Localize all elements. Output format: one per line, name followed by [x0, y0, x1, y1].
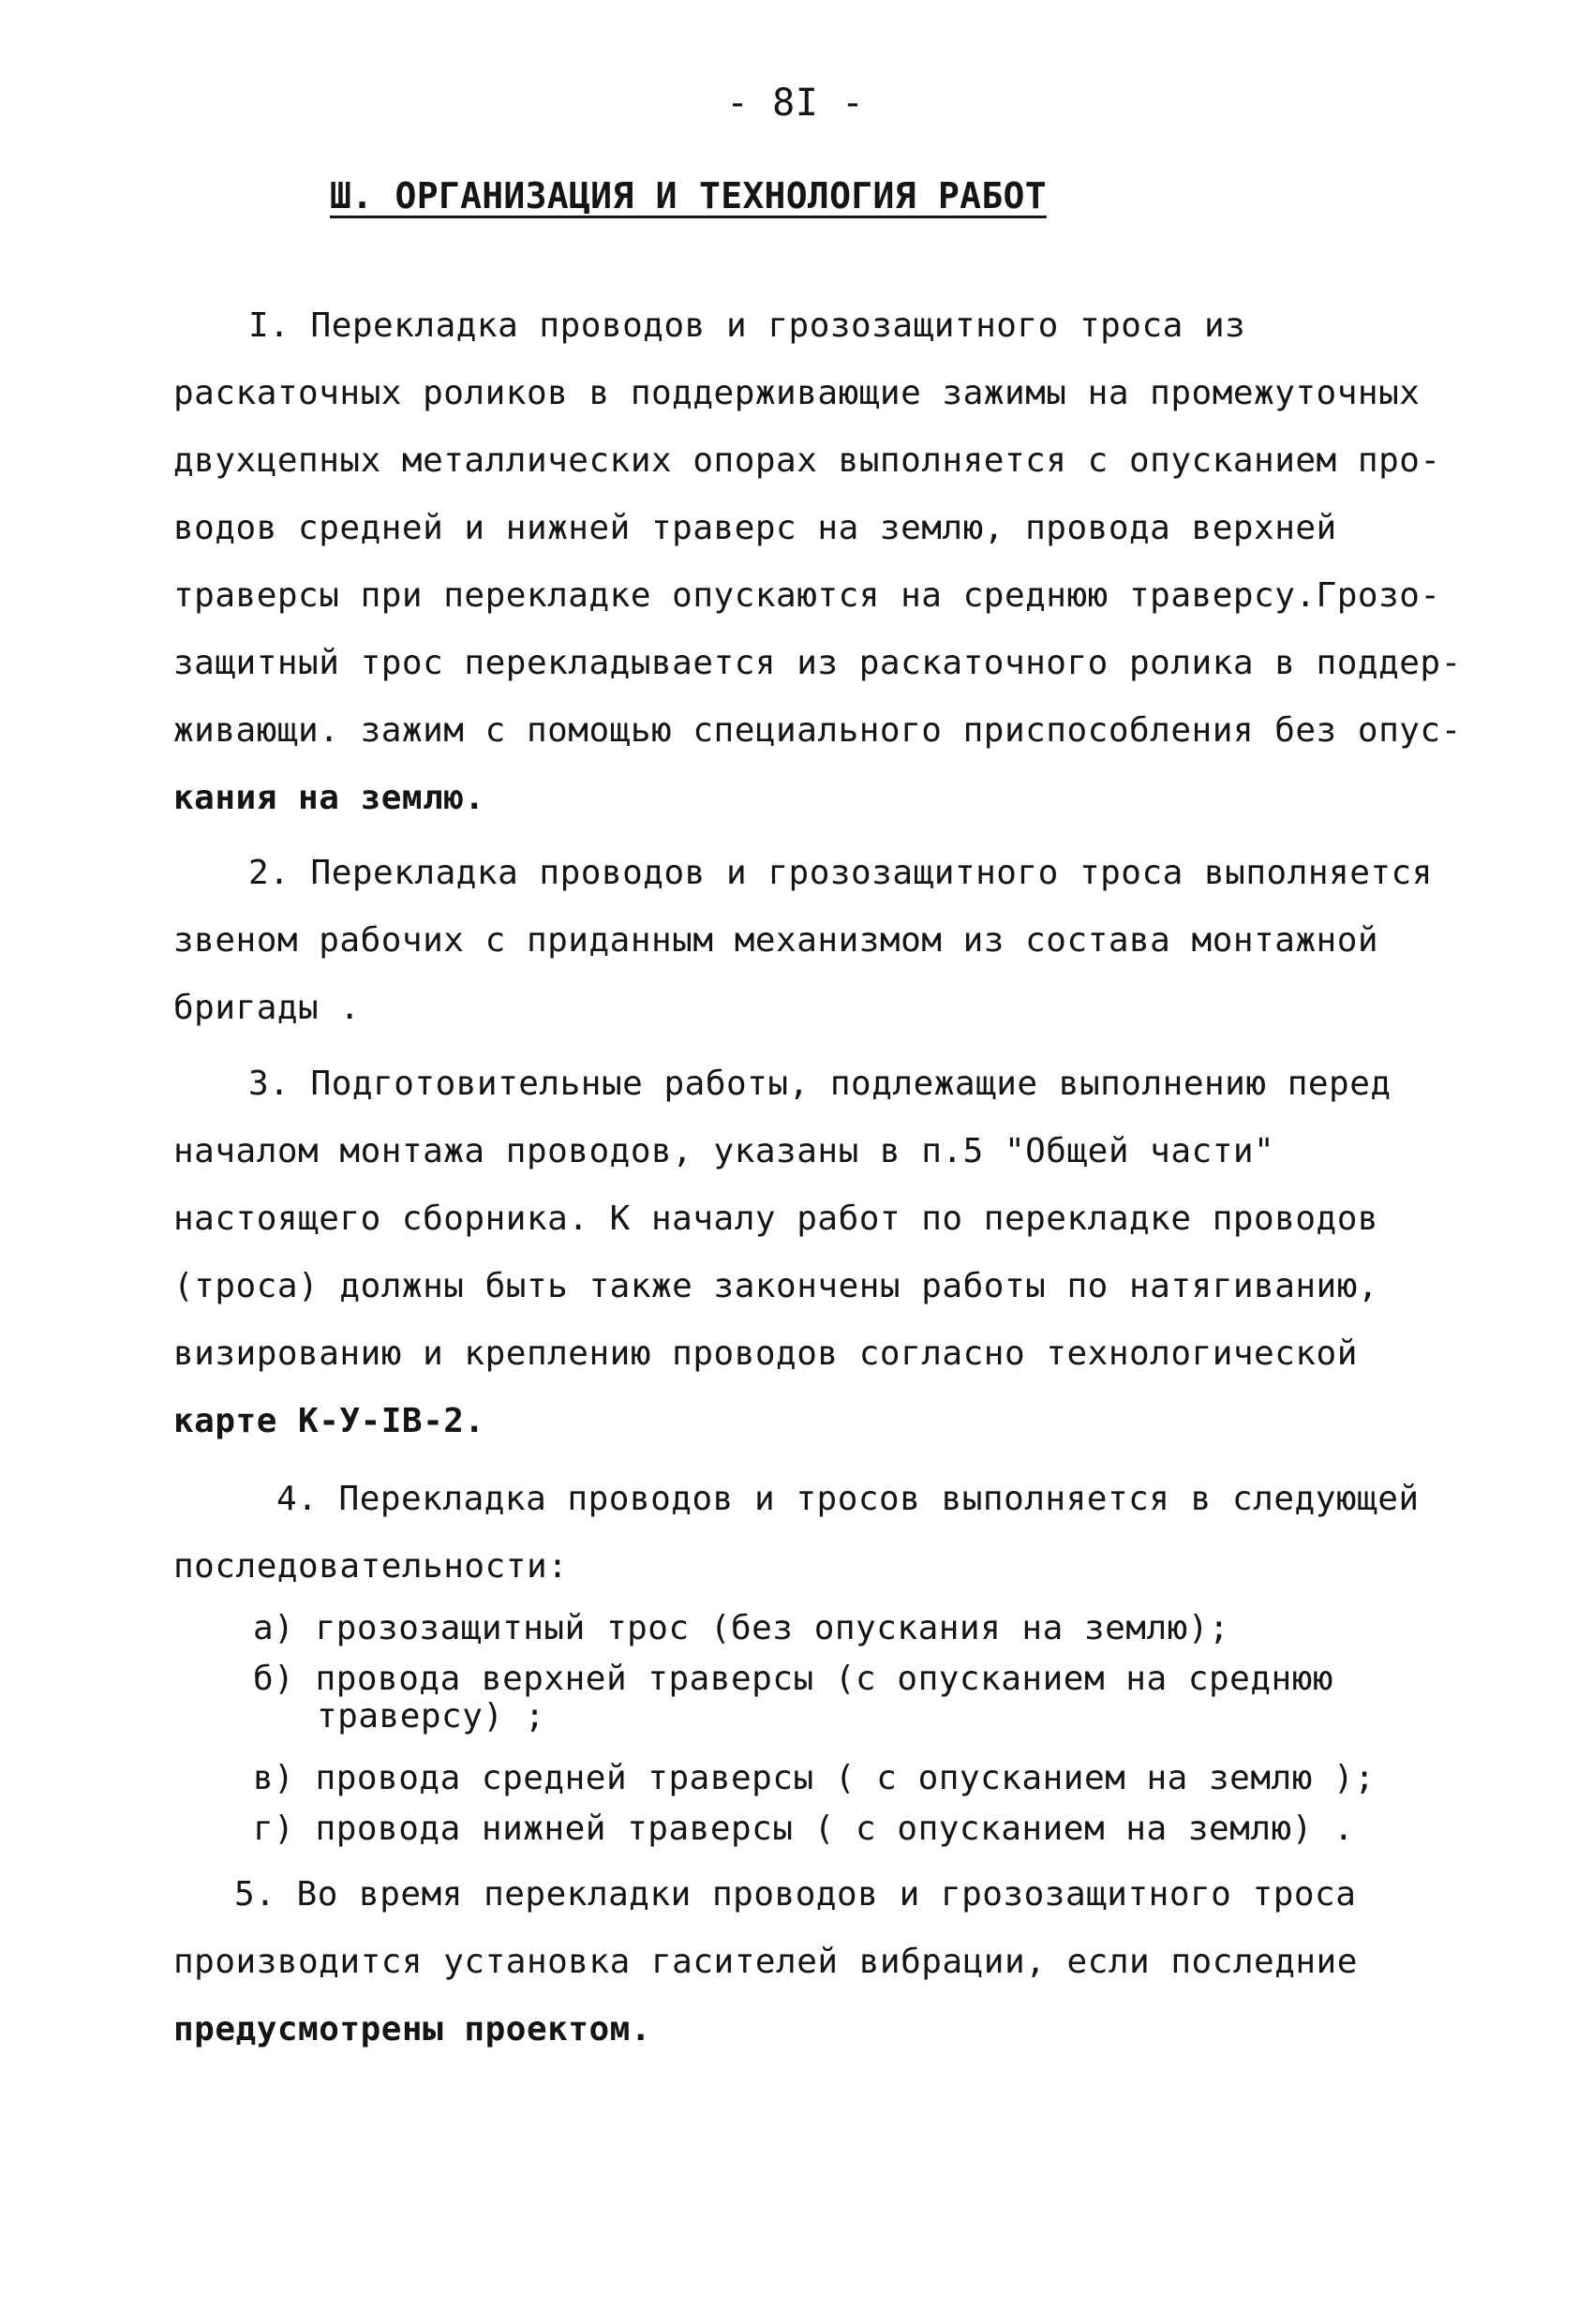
list-item-continuation: траверсу) ;: [317, 1697, 545, 1736]
paragraph-line: звеном рабочих с приданным механизмом из состава монтажной: [173, 921, 1379, 960]
paragraph-line: 5. Во время перекладки проводов и грозозащитного троса: [234, 1875, 1357, 1914]
paragraph-line: производится установка гасителей вибрации, если последние: [173, 1943, 1358, 1981]
paragraph-line: защитный трос перекладывается из раскаточного ролика в поддер-: [173, 644, 1462, 682]
section-title: Ш. ОРГАНИЗАЦИЯ И ТЕХНОЛОГИЯ РАБОТ: [330, 175, 1047, 216]
paragraph-line: живающи. зажим с помощью специального приспособления без опус-: [173, 711, 1462, 750]
paragraph-line: траверсы при перекладке опускаются на среднюю траверсу.Грозо-: [173, 576, 1441, 615]
list-item: в) провода средней траверсы ( с опусканием на землю );: [253, 1759, 1376, 1797]
paragraph-line: раскаточных роликов в поддерживающие зажимы на промежуточных: [173, 374, 1421, 412]
paragraph-line: двухцепных металлических опорах выполняется с опусканием про-: [173, 441, 1441, 480]
paragraph-line: 4. Перекладка проводов и тросов выполняется в следующей: [276, 1480, 1420, 1518]
paragraph-line: настоящего сборника. К началу работ по перекладке проводов: [173, 1199, 1379, 1238]
paragraph-line: визированию и креплению проводов согласно технологической: [173, 1334, 1358, 1373]
paragraph-line: 3. Подготовительные работы, подлежащие выполнению перед: [248, 1065, 1392, 1103]
paragraph-line: предусмотрены проектом.: [173, 2010, 651, 2048]
paragraph-line: 2. Перекладка проводов и грозозащитного троса выполняется: [248, 854, 1433, 892]
list-item: б) провода верхней траверсы (с опусканием на среднюю: [253, 1660, 1334, 1698]
list-item: г) провода нижней траверсы ( с опусканием на землю) .: [253, 1810, 1355, 1848]
page-number: - 8I -: [726, 82, 865, 125]
paragraph-line: I. Перекладка проводов и грозозащитного троса из: [248, 306, 1246, 345]
paragraph-line: кания на землю.: [173, 779, 485, 817]
paragraph-line: (троса) должны быть также закончены работы по натягиванию,: [173, 1267, 1379, 1305]
paragraph-line: карте К-У-IВ-2.: [173, 1402, 485, 1440]
paragraph-line: водов средней и нижней траверс на землю, провода верхней: [173, 509, 1337, 547]
paragraph-line: последовательности:: [173, 1547, 569, 1586]
paragraph-line: бригады .: [173, 989, 361, 1027]
paragraph-line: началом монтажа проводов, указаны в п.5 "Общей части": [173, 1132, 1275, 1170]
list-item: а) грозозащитный трос (без опускания на землю);: [253, 1609, 1230, 1647]
